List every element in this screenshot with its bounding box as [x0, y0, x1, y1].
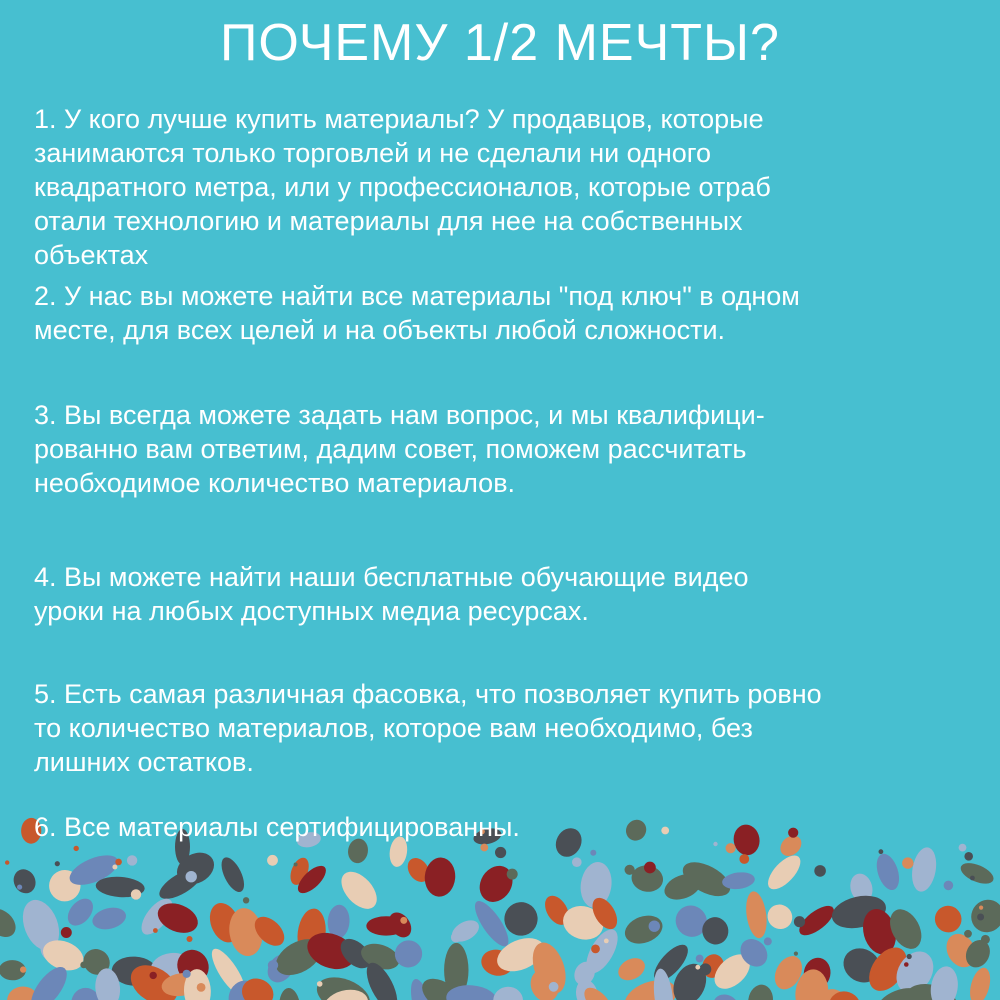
pebble-dot: [572, 857, 582, 867]
pebble-dot: [186, 871, 197, 882]
pebble-dot: [964, 930, 972, 938]
pebble-dot: [294, 863, 298, 867]
pebble-shape: [614, 954, 648, 985]
pebble-dot: [115, 859, 122, 866]
pebble-dot: [317, 981, 323, 987]
pebble-dot: [549, 982, 559, 992]
pebble-dot: [879, 849, 884, 854]
pebble-dot: [604, 939, 609, 944]
pebble-dot: [74, 846, 79, 851]
reason-item-6: 6. Все материалы сертифицированны.: [34, 812, 520, 842]
pebble-shape: [493, 986, 523, 1000]
pebble-shape: [90, 904, 128, 932]
pebble-shape: [0, 903, 21, 943]
pebble-dot: [959, 844, 967, 852]
pebble-dot: [480, 844, 488, 852]
pebble-dot: [814, 865, 826, 877]
pebble-dot: [764, 937, 772, 945]
pebble-dot: [979, 906, 983, 910]
pebble-dot: [55, 861, 60, 866]
reason-item-1: 1. У кого лучше купить материалы? У продавцов, которые занимаются только торговлей и не сделали ни одного квадратного метра, или у профессионалов, которые отраб отали технологию и материалы для нее на собственных объектах: [34, 104, 771, 270]
pebble-dot: [495, 847, 506, 858]
pebble-dot: [644, 862, 656, 874]
pebble-dot: [20, 966, 26, 972]
pebble-dot: [696, 955, 704, 963]
pebble-shape: [621, 911, 666, 949]
pebble-dot: [964, 852, 973, 861]
pebble-shape: [958, 859, 997, 888]
pebble-shape: [10, 866, 40, 897]
pebble-dot: [243, 897, 249, 903]
pebble-dot: [183, 970, 191, 978]
pebble-dot: [507, 869, 518, 880]
pebble-shape: [423, 856, 457, 898]
pebble-shape: [709, 990, 742, 1000]
pebble-dot: [726, 843, 736, 853]
pebble-dot: [794, 952, 798, 956]
pebble-dot: [80, 962, 87, 969]
pebble-dot: [5, 860, 9, 864]
pebble-shape: [966, 966, 993, 1000]
pebble-shape: [746, 983, 775, 1000]
pebble-dot: [739, 854, 749, 864]
pebble-dot: [451, 932, 461, 942]
pebble-shape: [763, 900, 798, 935]
pebble-dot: [153, 928, 158, 933]
pebble-dot: [649, 921, 660, 932]
pebble-dot: [197, 983, 206, 992]
pebble-dot: [591, 945, 600, 954]
pebble-dot: [981, 935, 990, 944]
pebble-dot: [150, 972, 157, 979]
pebble-dot: [268, 960, 278, 970]
reason-item-3: 3. Вы всегда можете задать нам вопрос, и мы квалифици- рованно вам ответим, дадим совет, поможем рассчитать необходимое количество материалов.: [34, 400, 765, 498]
page-title: ПОЧЕМУ 1/2 МЕЧТЫ?: [220, 14, 780, 72]
pebble-dot: [944, 881, 954, 891]
pebble-dot: [127, 855, 137, 865]
pebble-dot: [695, 965, 700, 970]
pebble-dot: [625, 865, 635, 875]
pebble-shape: [743, 890, 769, 939]
pebble-dot: [970, 876, 975, 881]
pebble-shape: [873, 851, 904, 893]
pebble-dot: [17, 885, 22, 890]
pebble-dot: [794, 916, 805, 927]
pebble-dot: [700, 963, 712, 975]
pebble-shape: [217, 854, 249, 895]
pebble-dot: [131, 889, 141, 899]
reason-item-5: 5. Есть самая различная фасовка, что позволяет купить ровно то количество материалов, которое вам необходимо, без лишних остатков.: [34, 679, 822, 777]
pebble-shape: [909, 845, 940, 893]
pebble-dot: [400, 917, 407, 924]
pebble-dot: [61, 927, 72, 938]
pebble-dot: [590, 850, 596, 856]
pebble-dot: [907, 954, 912, 959]
reason-item-2: 2. У нас вы можете найти все материалы "под ключ" в одном месте, для всех целей и на объекты любой сложности.: [34, 281, 800, 345]
pebble-shape: [473, 860, 519, 908]
pebble-shape: [763, 850, 806, 895]
pebble-dot: [904, 962, 909, 967]
pebble-dot: [977, 914, 984, 921]
pebble-dot: [187, 936, 193, 942]
pebble-shape: [278, 987, 301, 1000]
pebble-dot: [267, 855, 278, 866]
pebble-dot: [902, 857, 913, 868]
reason-item-4: 4. Вы можете найти наши бесплатные обучающие видео уроки на любых доступных медиа ресурсах.: [34, 562, 749, 626]
pebble-dot: [112, 865, 117, 870]
pebble-shape: [929, 900, 967, 938]
